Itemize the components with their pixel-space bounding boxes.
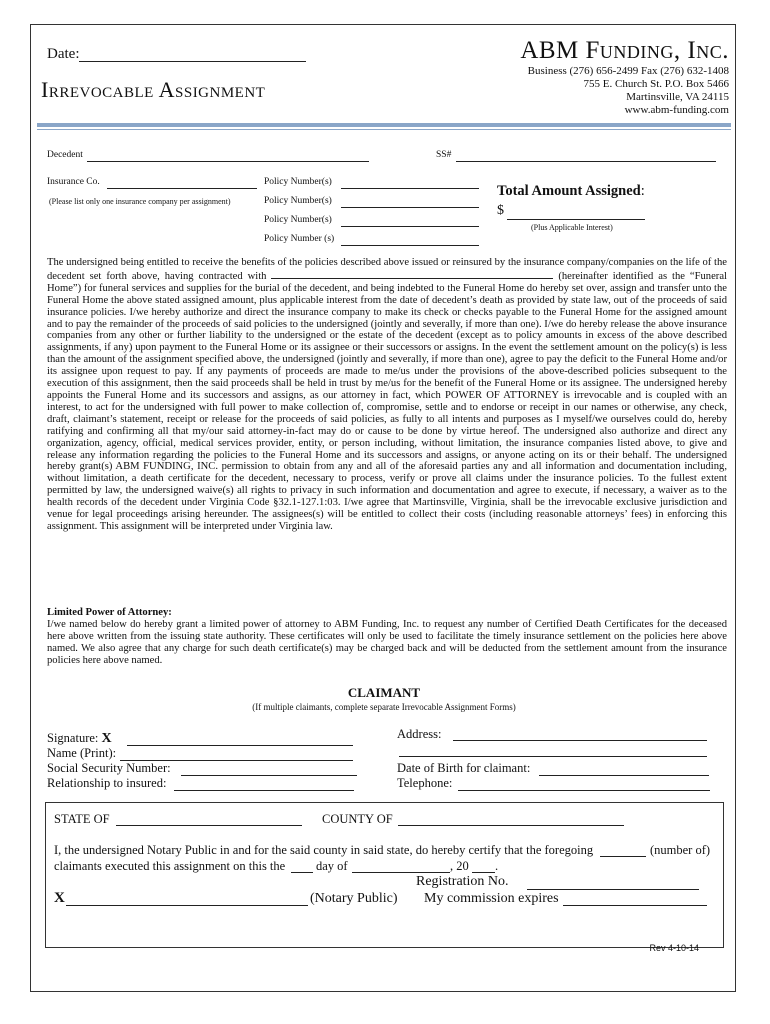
relationship-label: Relationship to insured: <box>47 776 167 790</box>
signature-x-mark: X <box>101 731 112 746</box>
funeral-home-field[interactable] <box>271 269 553 279</box>
form-title: Irrevocable Assignment <box>41 77 266 102</box>
certify-text-2a: claimants executed this assignment on this the <box>54 859 286 873</box>
notary-signature-field[interactable] <box>66 905 308 906</box>
commission-expires-field[interactable] <box>563 905 707 906</box>
policy-field-1[interactable] <box>341 188 479 189</box>
policy-field-3[interactable] <box>341 226 479 227</box>
total-amount-label: Total Amount Assigned: <box>497 183 645 199</box>
assignment-paragraph: The undersigned being entitled to receive the benefits of the policies described above issued or reinsured by the insurance company/companies on the life of the decedent set forth above, having contracted with (hereinafter identified as the “Funeral Home”) for funeral services and supplies for the burial of the decedent, and being indebted to the Funeral Home do hereby set over, assign and transfer unto the Funeral Home the above stated assigned amount, plus applicable interest from the date of decedent’s death as provided by state law, out of the proceeds of said insurance policies. I/we hereby authorize and direct the insurance company to make its check or checks payable to the Funeral Home for the assigned amount and to pay the remainder of the proceeds of said policies to the undersigned (jointly and severally, if more than one). I/we do hereby release the above insurance companies from any other or further liability to the undersigned or the estate of the decedent (except as to policy amounts in excess of the above described assignments, if any) upon payment to the Funeral Home or its assignee or their successors or assigns. In the event the settlement amount on the policy(s) is less than the amount of the assignment specified above, the undersigned (jointly and severally, if more than one), agree to pay the deficit to the Funeral Home and/or its assignee upon request to pay. If any payments of proceeds are made to me/us under the provisions of the above-described policies subsequent to the execution of this assignment, then the said proceeds shall be held in trust by me/us for the benefit of the Funeral Home or its assignee. The undersigned hereby appoints the Funeral Home and its successors and assigns, as our attorney in fact, which POWER OF ATTORNEY is irrevocable and is coupled with an interest, to act for the undersigned with full power to make collection of, compromise, settle and to endorse or receipt in our names or otherwise, any check, draft, claimant’s statement, receipt or release for the proceeds of said policies, as fully to all intents and purposes as I myself/we ourselves could do, hereby ratifying and confirming all that my/our said attorney-in-fact may do or cause to be done by virtue hereof. The undersigned also authorize and direct any organization, agency, official, medical services provider, entity, or person including, without limitation, the insurance companies listed above, to give and release any information regarding the policies to the Funeral Home and its successors and assigns, or anyone acting on its or their behalf. The undersigned hereby grant(s) ABM FUNDING, INC. permission to obtain from any and all of the aforesaid parties any and all information and documentation including, without limitation, a death certificate for the decedent, necessary to process, verify or prove all claims under the insurance policies. To the fullest extent permitted by law, the undersigned waive(s) all rights to privacy in such information and documentation and agree to execute, if necessary, a waiver as to the health records of the decedent under Virginia Code §32.1-127.1:03. I/we agree that Martinsville, Virginia, shall be the irrevocable exclusive jurisdiction and venue for legal proceedings arising hereunder. The assignees(s) will be entitled to collect their costs (including reasonable attorneys’ fees) in enforcing this assignment. This assignment will be interpreted under Virginia law. <box>47 257 727 532</box>
company-city: Martinsville, VA 24115 <box>626 91 729 103</box>
policy-field-4[interactable] <box>341 245 479 246</box>
ssn-field[interactable] <box>181 775 357 776</box>
revision-label: Rev 4-10-14 <box>649 943 699 953</box>
certify-text-2c: , 20 <box>450 859 469 873</box>
county-label: COUNTY OF <box>322 812 393 826</box>
header-divider-thin <box>37 129 731 130</box>
month-field[interactable] <box>352 872 450 873</box>
ssn-label: Social Security Number: <box>47 761 171 775</box>
address-label: Address: <box>397 727 442 741</box>
decedent-label: Decedent <box>47 150 83 160</box>
notary-x-mark: X <box>54 890 65 906</box>
date-label: Date: <box>47 46 80 62</box>
claimant-heading: CLAIMANT <box>347 685 421 700</box>
certify-text-2d: . <box>495 859 499 873</box>
relationship-field[interactable] <box>174 790 354 791</box>
header-divider <box>37 123 731 127</box>
policy-field-2[interactable] <box>341 207 479 208</box>
date-field[interactable] <box>79 61 306 62</box>
form-page <box>30 24 736 992</box>
ss-field[interactable] <box>456 161 716 162</box>
county-field[interactable] <box>398 825 624 826</box>
insurance-co-field[interactable] <box>107 188 257 189</box>
notary-section <box>45 802 724 948</box>
certify-text-2b: day of <box>316 859 348 873</box>
claimant-note: (If multiple claimants, complete separate Irrevocable Assignment Forms) <box>252 702 516 712</box>
dob-field[interactable] <box>539 775 709 776</box>
state-label: STATE OF <box>54 812 110 826</box>
assignment-body <box>47 257 727 533</box>
state-field[interactable] <box>116 825 302 826</box>
certify-text-1-end: (number of) <box>650 843 711 857</box>
total-amount-field[interactable] <box>507 219 645 220</box>
company-website: www.abm-funding.com <box>624 104 729 116</box>
telephone-label: Telephone: <box>397 776 453 790</box>
notary-public-label: (Notary Public) <box>310 891 398 906</box>
company-name: ABM Funding, Inc. <box>520 37 729 64</box>
name-print-label: Name (Print): <box>47 746 117 760</box>
signature-label: Signature: X <box>47 731 112 746</box>
number-of-claimants-field[interactable] <box>600 856 646 857</box>
policy-label-1: Policy Number(s) <box>264 177 332 187</box>
dollar-sign: $ <box>497 203 504 218</box>
signature-field[interactable] <box>127 745 353 746</box>
policy-label-4: Policy Number (s) <box>264 234 335 244</box>
decedent-field[interactable] <box>87 161 369 162</box>
limited-poa-section <box>47 607 727 667</box>
policy-label-2: Policy Number(s) <box>264 196 332 206</box>
telephone-field[interactable] <box>458 790 710 791</box>
limited-poa-text: I/we named below do hereby grant a limited power of attorney to ABM Funding, Inc. to request any number of Certified Death Certificates for the deceased here above written from the issuing state authority. These certificates will only be used to facilitate the timely insurance settlement on the policies here above named. We also agree that any charge for such death certificate(s) may be charged back and will be deducted from the settlement amount from the insurance policies here above named. <box>47 618 727 666</box>
insurance-co-label: Insurance Co. <box>47 177 100 187</box>
limited-poa-heading: Limited Power of Attorney: <box>47 607 172 618</box>
ss-label: SS# <box>436 150 452 160</box>
registration-field[interactable] <box>527 889 699 890</box>
address-field-1[interactable] <box>453 740 707 741</box>
registration-label: Registration No. <box>416 874 509 889</box>
commission-label: My commission expires <box>424 891 559 906</box>
day-field[interactable] <box>291 872 313 873</box>
interest-note: (Plus Applicable Interest) <box>531 223 613 232</box>
company-phone: Business (276) 656-2499 Fax (276) 632-1408 <box>527 65 729 77</box>
year-field[interactable] <box>472 872 495 873</box>
address-field-2[interactable] <box>399 756 707 757</box>
company-street: 755 E. Church St. P.O. Box 5466 <box>583 78 729 90</box>
policy-label-3: Policy Number(s) <box>264 215 332 225</box>
insurance-note: (Please list only one insurance company per assignment) <box>49 197 231 206</box>
certify-text-1: I, the undersigned Notary Public in and for the said county in said state, do hereby certify that the foregoing <box>54 843 594 857</box>
dob-label: Date of Birth for claimant: <box>397 761 531 775</box>
